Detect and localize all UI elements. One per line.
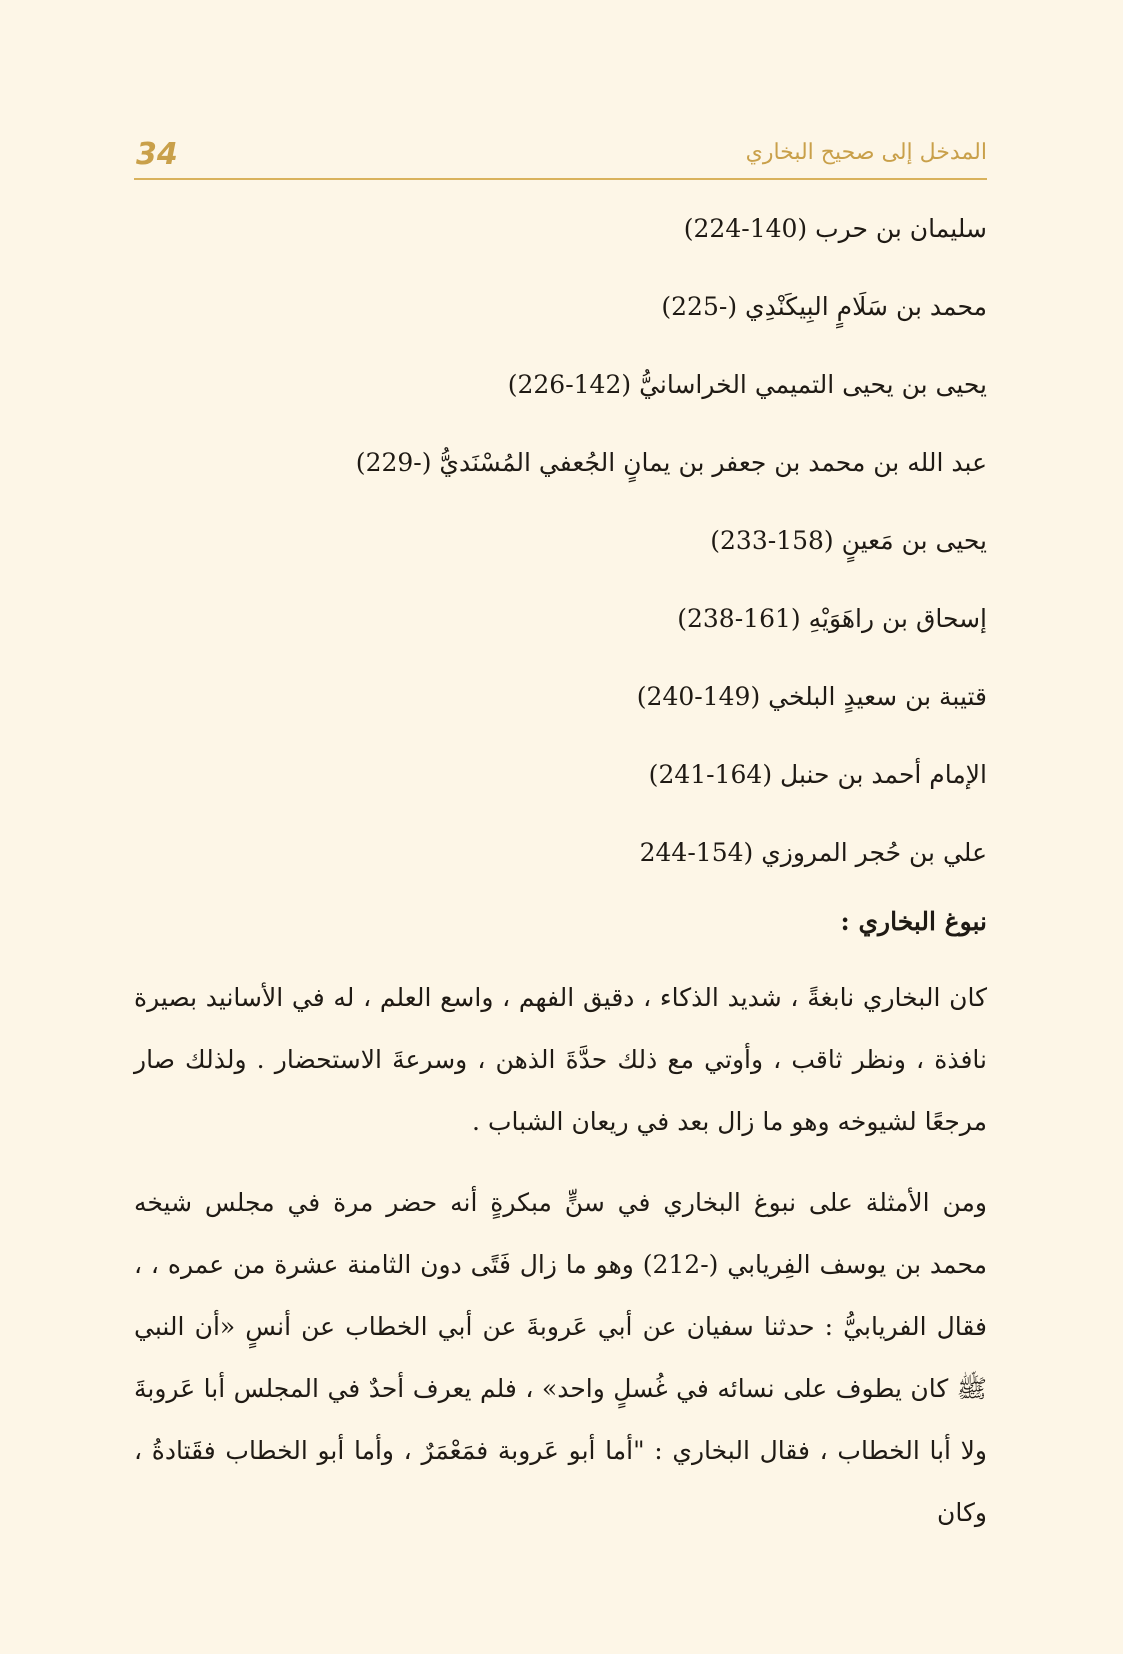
narrator-item: يحيى بن يحيى التميمي الخراسانيُّ (142-226) bbox=[507, 370, 987, 399]
narrator-item: علي بن حُجر المروزي (154-244 bbox=[639, 838, 987, 867]
narrator-item: عبد الله بن محمد بن جعفر بن يمانٍ الجُعفي المُسْنَديُّ (-229) bbox=[355, 448, 987, 477]
narrator-item: سليمان بن حرب (140-224) bbox=[683, 214, 987, 243]
narrator-item: إسحاق بن راهَوَيْهِ (161-238) bbox=[677, 604, 987, 633]
section-heading: نبوغ البخاري : bbox=[840, 907, 987, 936]
narrator-item: محمد بن سَلَامٍ البِيكَنْدِي (-225) bbox=[661, 292, 987, 321]
narrator-item: يحيى بن مَعينٍ (158-233) bbox=[710, 526, 987, 555]
book-title: المدخل إلى صحيح البخاري bbox=[745, 140, 987, 165]
narrator-item: الإمام أحمد بن حنبل (164-241) bbox=[648, 760, 987, 789]
body-paragraph: ومن الأمثلة على نبوغ البخاري في سنٍّ مبكرةٍ أنه حضر مرة في مجلس شيخه محمد بن يوسف الفِريابي (-212) وهو ما زال فَتًى دون الثامنة عشرة من عمره ، ، فقال الفريابيُّ : حدثنا سفيان عن أبي عَروبةَ عن أبي الخطاب عن أنسٍ «أن النبي ﷺ كان يطوف على نسائه في غُسلٍ واحد» ، فلم يعرف أحدٌ في المجلس أبا عَروبةَ ولا أبا الخطاب ، فقال البخاري : "أما أبو عَروبة فمَعْمَرٌ ، وأما أبو الخطاب فقَتادةُ ، وكان bbox=[134, 1188, 987, 1527]
page-number: 34 bbox=[136, 137, 178, 172]
page-header bbox=[134, 132, 987, 178]
header-divider bbox=[134, 178, 987, 180]
narrator-item: قتيبة بن سعيدٍ البلخي (149-240) bbox=[636, 682, 987, 711]
body-paragraph: كان البخاري نابغةً ، شديد الذكاء ، دقيق الفهم ، واسع العلم ، له في الأسانيد بصيرة نافذة ، ونظر ثاقب ، وأوتي مع ذلك حدَّةَ الذهن ، وسرعةَ الاستحضار . ولذلك صار مرجعًا لشيوخه وهو ما زال بعد في ريعان الشباب . bbox=[134, 983, 987, 1136]
narrator-list bbox=[134, 210, 987, 912]
